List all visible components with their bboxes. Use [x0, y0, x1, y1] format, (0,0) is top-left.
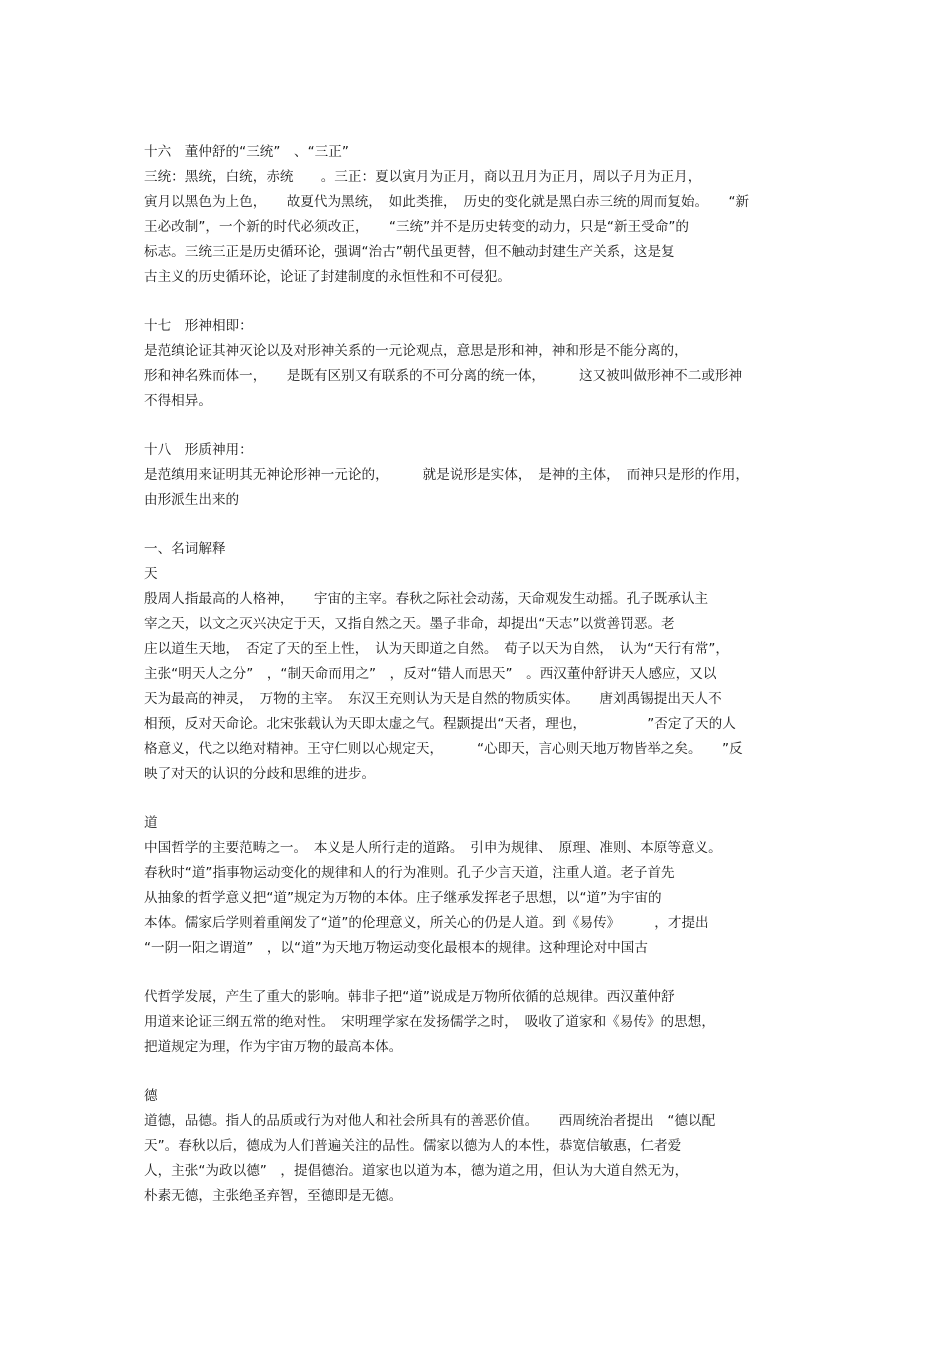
paragraph-line: 寅月以黑色为上色， 故夏代为黑统， 如此类推， 历史的变化就是黑白赤三统的周而复始。 “新: [144, 194, 750, 210]
paragraph-line: 古主义的历史循环论，论证了封建制度的永恒性和不可侵犯。: [144, 269, 512, 285]
paragraph-line: 天为最高的神灵， 万物的主宰。 东汉王充则认为天是自然的物质实体。 唐刘禹锡提出天人不: [144, 691, 722, 707]
paragraph-line: 用道来论证三纲五常的绝对性。 宋明理学家在发扬儒学之时， 吸收了道家和《易传》的思想，: [144, 1014, 715, 1030]
section-dao-continued: [144, 985, 808, 1060]
section-heading: 十八 形质神用：: [144, 442, 253, 458]
paragraph-line: 中国哲学的主要范畴之一。 本义是人所行走的道路。 引申为规律、 原理、准则、本原等意义。: [144, 840, 722, 856]
paragraph-line: 把道规定为理，作为宇宙万物的最高本体。: [144, 1039, 403, 1055]
section-santong-sanzheng: [144, 140, 808, 290]
paragraph-line: 格意义，代之以绝对精神。王守仁则以心规定天， “心即天，言心则天地万物皆举之矣。 ”反: [144, 741, 743, 757]
section-term-tian: [144, 537, 808, 787]
term-heading: 德: [144, 1088, 158, 1104]
section-xingzhi-shenyong: [144, 438, 808, 513]
paragraph-line: 王必改制”，一个新的时代必须改正， “三统”并不是历史转变的动力，只是“新王受命”的: [144, 219, 689, 235]
paragraph-line: 是范缜用来证明其无神论形神一元论的， 就是说形是实体， 是神的主体， 而神只是形的作用，: [144, 467, 749, 483]
paragraph-line: 不得相异。: [144, 393, 212, 409]
paragraph-line: 朴素无德，主张绝圣弃智，至德即是无德。: [144, 1188, 403, 1204]
paragraph-line: 标志。三统三正是历史循环论，强调“治古”朝代虽更替，但不触动封建生产关系，这是复: [144, 244, 675, 260]
paragraph-line: 相预，反对天命论。北宋张载认为天即太虚之气。程颢提出“天者，理也， ”否定了天的人: [144, 716, 736, 732]
paragraph-line: 由形派生出来的: [144, 492, 240, 508]
part-heading: 一、名词解释: [144, 541, 226, 557]
paragraph-line: 宰之天，以文之灭兴决定于天，又指自然之天。墨子非命，却提出“天志”以赏善罚恶。老: [144, 616, 675, 632]
paragraph-line: 殷周人指最高的人格神， 宇宙的主宰。春秋之际社会动荡，天命观发生动摇。孔子既承认主: [144, 591, 709, 607]
paragraph-line: 庄以道生天地， 否定了天的至上性， 认为天即道之自然。 荀子以天为自然， 认为“天行有常”，: [144, 641, 730, 657]
paragraph-line: 道德，品德。指人的品质或行为对他人和社会所具有的善恶价值。 西周统治者提出 “德以配: [144, 1113, 716, 1129]
term-heading: 道: [144, 815, 158, 831]
paragraph-line: 三统：黑统，白统，赤统 。三正：夏以寅月为正月，商以丑月为正月，周以子月为正月，: [144, 169, 702, 185]
paragraph-line: 人，主张“为政以德” ，提倡德治。道家也以道为本，德为道之用，但认为大道自然无为，: [144, 1163, 689, 1179]
paragraph-line: 映了对天的认识的分歧和思维的进步。: [144, 766, 376, 782]
paragraph-line: 从抽象的哲学意义把“道”规定为万物的本体。庄子继承发挥老子思想，以“道”为宇宙的: [144, 890, 662, 906]
paragraph-line: 本体。儒家后学则着重阐发了“道”的伦理意义，所关心的仍是人道。到《易传》 ，才提出: [144, 915, 709, 931]
document-page: [144, 140, 808, 1233]
paragraph-line: 代哲学发展，产生了重大的影响。韩非子把“道”说成是万物所依循的总规律。西汉董仲舒: [144, 989, 675, 1005]
term-heading: 天: [144, 566, 158, 582]
section-xingshen-xiangji: [144, 314, 808, 414]
paragraph-line: 是范缜论证其神灭论以及对形神关系的一元论观点，意思是形和神，神和形是不能分离的，: [144, 343, 688, 359]
section-term-de: [144, 1084, 808, 1209]
section-heading: 十七 形神相即：: [144, 318, 253, 334]
section-heading: 十六 董仲舒的“三统” 、“三正”: [144, 144, 349, 160]
section-term-dao: [144, 811, 808, 961]
paragraph-line: 形和神名殊而体一， 是既有区别又有联系的不可分离的统一体， 这又被叫做形神不二或形神: [144, 368, 743, 384]
paragraph-line: “一阴一阳之谓道” ，以“道”为天地万物运动变化最根本的规律。这种理论对中国古: [144, 940, 648, 956]
paragraph-line: 天”。春秋以后，德成为人们普遍关注的品性。儒家以德为人的本性，恭宽信敏惠，仁者爱: [144, 1138, 682, 1154]
paragraph-line: 春秋时“道”指事物运动变化的规律和人的行为准则。孔子少言天道，注重人道。老子首先: [144, 865, 675, 881]
paragraph-line: 主张“明天人之分” ，“制天命而用之” ，反对“错人而思天” 。西汉董仲舒讲天人感应，又以: [144, 666, 717, 682]
